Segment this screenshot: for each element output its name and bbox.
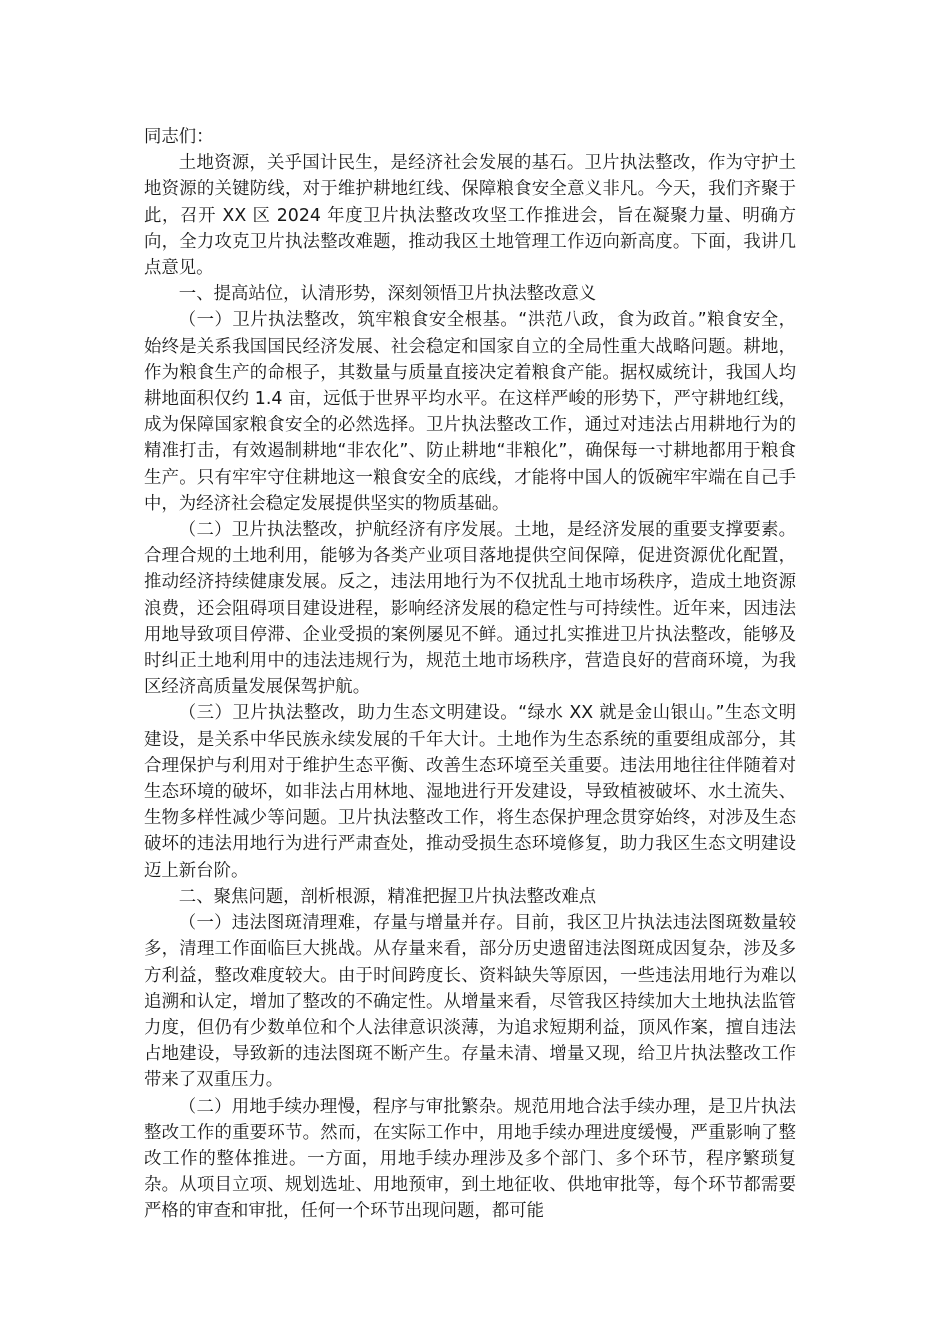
paragraph-1-2: （二）卫片执法整改，护航经济有序发展。土地，是经济发展的重要支撑要素。合理合规的土地利用，能够为各类产业项目落地提供空间保障，促进资源优化配置，推动经济持续健康发展。反之，违法用地行为不仅扰乱土地市场秩序，造成土地资源浪费，还会阻碍项目建设进程，影响经济发展的稳定性与可持续性。近年来，因违法用地导致项目停滞、企业受损的案例屡见不鲜。通过扎实推进卫片执法整改，能够及时纠正土地利用中的违法违规行为，规范土地市场秩序，营造良好的营商环境，为我区经济高质量发展保驾护航。 [144, 520, 796, 698]
section-heading-1: 一、提高站位，认清形势，深刻领悟卫片执法整改意义 [178, 284, 597, 305]
paragraph-1-3: （三）卫片执法整改，助力生态文明建设。“绿水 XX 就是金山银山。”生态文明建设，是关系中华民族永续发展的千年大计。土地作为生态系统的重要组成部分，其合理保护与利用对于维护生态平衡、改善生态环境至关重要。违法用地往往伴随着对生态环境的破坏，如非法占用林地、湿地进行开发建设，导致植被破坏、水土流失、生物多样性减少等问题。卫片执法整改工作，将生态保护理念贯穿始终，对涉及生态破坏的违法用地行为进行严肃查处，推动受损生态环境修复，助力我区生态文明建设迈上新台阶。 [144, 703, 796, 881]
opening-paragraph: 土地资源，关乎国计民生，是经济社会发展的基石。卫片执法整改，作为守护土地资源的关键防线，对于维护耕地红线、保障粮食安全意义非凡。今天，我们齐聚于此，召开 XX 区 2024 年度卫片执法整改攻坚工作推进会，旨在凝聚力量、明确方向，全力攻克卫片执法整改难题，推动我区土地管理工作迈向新高度。下面，我讲几点意见。 [144, 153, 796, 279]
salutation: 同志们： [144, 127, 214, 147]
paragraph-2-1: （一）违法图斑清理难，存量与增量并存。目前，我区卫片执法违法图斑数量较多，清理工作面临巨大挑战。从存量来看，部分历史遗留违法图斑成因复杂，涉及多方利益，整改难度较大。由于时间跨度长、资料缺失等原因，一些违法用地行为难以追溯和认定，增加了整改的不确定性。从增量来看，尽管我区持续加大土地执法监管力度，但仍有少数单位和个人法律意识淡薄，为追求短期利益，顶风作案，擅自违法占地建设，导致新的违法图斑不断产生。存量未清、增量又现，给卫片执法整改工作带来了双重压力。 [144, 913, 796, 1091]
paragraph-1-1: （一）卫片执法整改，筑牢粮食安全根基。“洪范八政，食为政首。”粮食安全，始终是关系我国国民经济发展、社会稳定和国家自立的全局性重大战略问题。耕地，作为粮食生产的命根子，其数量与质量直接决定着粮食产能。据权威统计，我国人均耕地面积仅约 1.4 亩，远低于世界平均水平。在这样严峻的形势下，严守耕地红线，成为保障国家粮食安全的必然选择。卫片执法整改工作，通过对违法占用耕地行为的精准打击，有效遏制耕地“非农化”、防止耕地“非粮化”，确保每一寸耕地都用于粮食生产。只有牢牢守住耕地这一粮食安全的底线，才能将中国人的饭碗牢牢端在自己手中，为经济社会稳定发展提供坚实的物质基础。 [144, 310, 796, 514]
document-page [144, 124, 796, 1225]
section-heading-2: 二、聚焦问题，剖析根源，精准把握卫片执法整改难点 [178, 886, 597, 907]
paragraph-2-2: （二）用地手续办理慢，程序与审批繁杂。规范用地合法手续办理，是卫片执法整改工作的重要环节。然而，在实际工作中，用地手续办理进度缓慢，严重影响了整改工作的整体推进。一方面，用地手续办理涉及多个部门、多个环节，程序繁琐复杂。从项目立项、规划选址、用地预审，到土地征收、供地审批等，每个环节都需要严格的审查和审批，任何一个环节出现问题，都可能 [144, 1096, 796, 1222]
